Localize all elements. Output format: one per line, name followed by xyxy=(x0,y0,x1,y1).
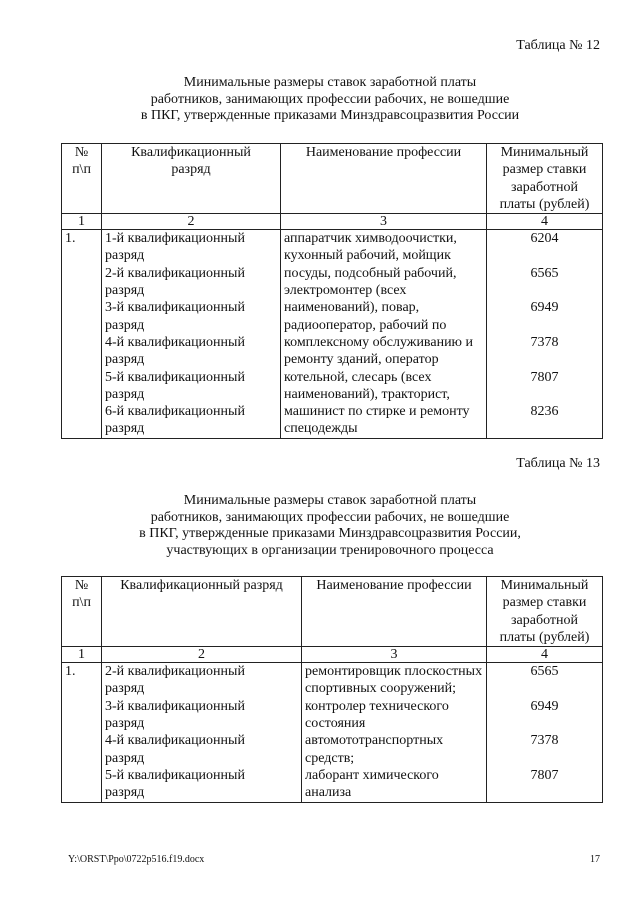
header-grade: Квалификационный разряд xyxy=(102,144,281,214)
salary-value: 7378 xyxy=(530,334,559,350)
caption-line: работников, занимающих профессии рабочих, не вошедшие xyxy=(150,91,510,107)
grade-item: 3-й квалификационный разряд xyxy=(105,300,245,333)
salary-value: 7807 xyxy=(530,767,559,783)
profession-cell: ремонтировщик плоскостных спортивных сооружений; контролер технического состояния автомототранспортных средств; лаборант химического анализа xyxy=(302,663,487,802)
column-number-row xyxy=(62,214,603,230)
column-number: 1 xyxy=(62,214,102,230)
caption-line: в ПКГ, утвержденные приказами Минздравсоцразвития России xyxy=(140,108,520,123)
table-header-row xyxy=(62,577,603,647)
grade-item: 5-й квалификационный разряд xyxy=(105,767,245,801)
header-salary: Минимальный размер ставки заработной платы (рублей) xyxy=(487,144,603,214)
caption-line: Минимальные размеры ставок заработной платы xyxy=(183,75,477,90)
salary-value: 7378 xyxy=(530,733,559,749)
grade-item: 1-й квалификационный разряд xyxy=(105,231,245,264)
header-profession: Наименование профессии xyxy=(281,144,487,214)
row-number: 1. xyxy=(62,663,102,802)
grade-item: 2-й квалификационный разряд xyxy=(105,664,245,697)
header-salary: Минимальный размер ставки заработной платы (рублей) xyxy=(487,577,603,647)
profession-cell: аппаратчик химводоочистки, кухонный рабочий, мойщик посуды, подсобный рабочий, электромонтер (всех наименований), повар, радиооператор, рабочий по комплексному обслуживанию и ремонту зданий, оператор котельной, слесарь (всех наименований), тракторист, машинист по стирке и ремонту спецодежды xyxy=(281,230,487,439)
salary-value: 6565 xyxy=(530,664,559,680)
header-no: № п\п xyxy=(62,577,102,647)
table-13-label: Таблица № 13 xyxy=(516,456,600,471)
grade-item: 3-й квалификационный разряд xyxy=(105,698,245,732)
column-number-row xyxy=(62,647,603,663)
salary-cell xyxy=(487,230,603,439)
column-number: 3 xyxy=(302,647,487,663)
salary-value: 6565 xyxy=(530,265,559,281)
caption-line: работников, занимающих профессии рабочих, не вошедшие xyxy=(150,509,510,525)
table-row xyxy=(62,230,603,439)
column-number: 4 xyxy=(487,214,603,230)
table-12-caption xyxy=(60,75,600,125)
column-number: 4 xyxy=(487,647,603,663)
grade-item: 4-й квалификационный разряд xyxy=(105,733,245,766)
header-no: № п\п xyxy=(62,144,102,214)
salary-value: 8236 xyxy=(530,404,559,420)
table-13-caption xyxy=(60,493,600,559)
footer-page-number: 17 xyxy=(590,854,600,865)
table-12-label: Таблица № 12 xyxy=(516,38,600,53)
grade-cell xyxy=(102,230,281,439)
column-number: 2 xyxy=(102,214,281,230)
column-number: 2 xyxy=(102,647,302,663)
grade-item: 4-й квалификационный разряд xyxy=(105,334,245,368)
salary-cell xyxy=(487,663,603,802)
table-12 xyxy=(61,143,603,439)
table-row xyxy=(62,663,603,802)
table-13 xyxy=(61,576,603,803)
header-grade: Квалификационный разряд xyxy=(102,577,302,647)
header-profession: Наименование профессии xyxy=(302,577,487,647)
salary-value: 6949 xyxy=(530,698,559,714)
salary-value: 6949 xyxy=(530,300,559,316)
footer-file-path: Y:\ORST\Ppo\0722p516.f19.docx xyxy=(68,854,205,865)
grade-item: 5-й квалификационный разряд xyxy=(105,369,245,402)
column-number: 3 xyxy=(281,214,487,230)
salary-value: 6204 xyxy=(530,231,559,247)
grade-item: 2-й квалификационный разряд xyxy=(105,265,245,299)
caption-line: в ПКГ, утвержденные приказами Минздравсоцразвития России, xyxy=(139,526,521,541)
column-number: 1 xyxy=(62,647,102,663)
grade-cell xyxy=(102,663,302,802)
caption-line: Минимальные размеры ставок заработной платы xyxy=(183,493,477,508)
caption-line: участвующих в организации тренировочного процесса xyxy=(166,542,494,558)
salary-value: 7807 xyxy=(530,369,559,385)
table-header-row xyxy=(62,144,603,214)
grade-item: 6-й квалификационный разряд xyxy=(105,404,245,437)
row-number: 1. xyxy=(62,230,102,439)
